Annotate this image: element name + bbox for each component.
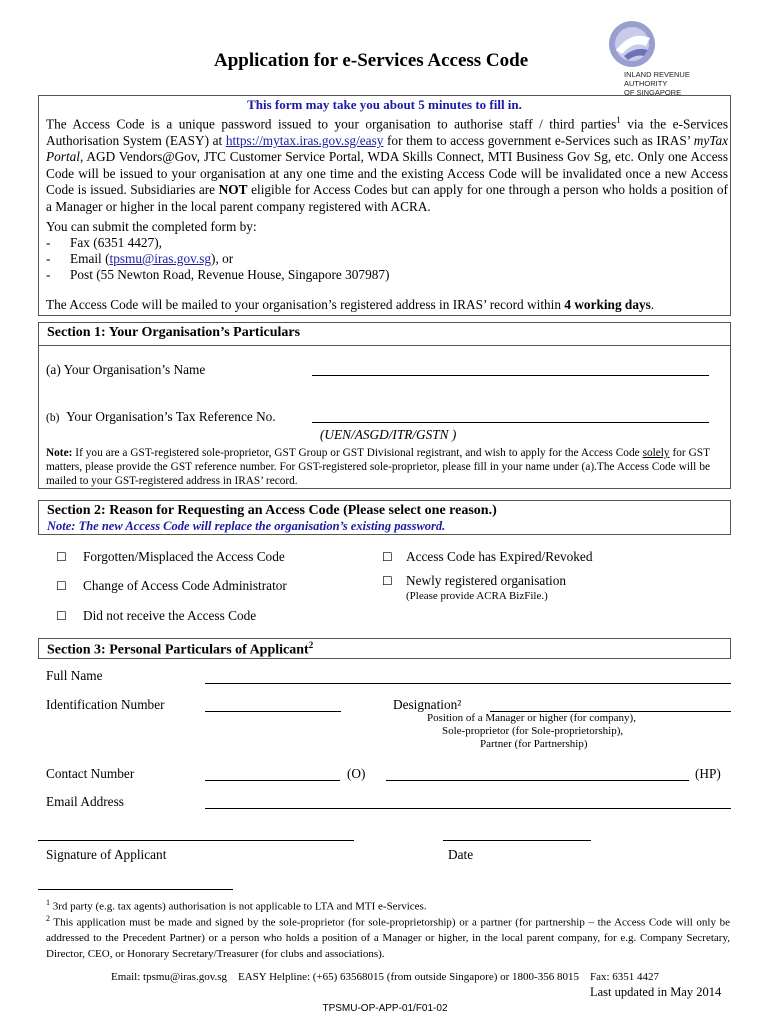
date-label: Date (448, 847, 474, 862)
signature-field[interactable] (38, 840, 354, 841)
fn1-marker: 1 (46, 898, 50, 907)
designation-hint-2: Sole-proprietor (for Sole-proprietorship), (442, 725, 624, 737)
authority-line3: OF SINGAPORE (624, 88, 682, 97)
contact-label: Contact Number (46, 766, 135, 781)
office-label: (O) (347, 766, 366, 781)
mail-notice (46, 297, 654, 313)
date-field[interactable] (443, 840, 591, 841)
dash-email: - (46, 251, 51, 266)
designation-hint-3: Partner (for Partnership) (480, 738, 588, 750)
intro-paragraph (46, 112, 728, 215)
tax-ref-hint: (UEN/ASGD/ITR/GSTN ) (320, 427, 457, 442)
intro-text-a: The Access Code is a unique password issued to your organisation to authorise staff / third parties (46, 116, 617, 132)
reason-newly-registered-hint: (Please provide ACRA BizFile.) (406, 590, 548, 602)
email-suffix: ), or (211, 251, 234, 266)
authority-line1: INLAND REVENUE (624, 70, 690, 79)
fn1-text: 3rd party (e.g. tax agents) authorisation is not applicable to LTA and MTI e-Services. (50, 900, 427, 913)
full-name-field[interactable] (205, 683, 731, 684)
designation-hint-1: Position of a Manager or higher (for company), (427, 712, 636, 724)
checkbox-expired[interactable]: ☐ (382, 550, 393, 564)
section2-header (38, 500, 731, 535)
org-name-field[interactable] (312, 375, 709, 376)
reason-change-admin-label: Change of Access Code Administrator (83, 578, 287, 593)
footnote-ref-1: 1 (616, 115, 621, 125)
intro-text-d: , AGD Vendors@Gov, JTC Customer Service Portal, WDA Skills Connect, MTI Business Gov Sg, etc. Only one Access Code will be issued to your organisation at any one time and the existing Access Code will be invalidated once a new Access Code is issued. Subsidiaries are (46, 149, 728, 198)
email-label: Email Address (46, 794, 124, 809)
footer-contact: Email: tpsmu@iras.gov.sg EASY Helpline: (+65) 63568015 (from outside Singapore) or 1800-356 8015 Fax: 6351 4427 (110, 971, 660, 983)
intro-not: NOT (218, 182, 248, 198)
footnote-2 (46, 911, 730, 962)
dash-fax: - (46, 235, 51, 250)
footnote-divider (38, 889, 233, 890)
checkbox-forgotten[interactable]: ☐ (56, 550, 67, 564)
contact-hp-field[interactable] (386, 780, 689, 781)
intro-text-b: via the e-Services Authorisation System (EASY) at (46, 116, 728, 148)
mail-text-a: The Access Code will be mailed to your organisation’s registered address in IRAS’ record within (46, 297, 565, 312)
tax-ref-field[interactable] (312, 422, 709, 423)
email-link[interactable]: tpsmu@iras.gov.sg (109, 251, 212, 266)
signature-label: Signature of Applicant (46, 847, 167, 862)
email-field[interactable] (205, 808, 731, 809)
iras-logo-icon (606, 20, 658, 68)
tax-ref-label (46, 409, 276, 425)
intro-mytax: myTax Portal (46, 132, 728, 165)
hp-label: (HP) (695, 766, 721, 781)
submit-post: Post (55 Newton Road, Revenue House, Singapore 307987) (70, 267, 390, 282)
full-name-label: Full Name (46, 668, 103, 683)
org-name-label: (a) Your Organisation’s Name (46, 362, 206, 377)
section3-title-wrap (39, 639, 730, 661)
fn2-marker: 2 (46, 914, 50, 923)
authority-name (624, 70, 690, 97)
mail-text-b: . (650, 297, 655, 312)
designation-label: Designation² (393, 697, 462, 712)
checkbox-not-received[interactable]: ☐ (56, 609, 67, 623)
note-text-a: If you are a GST-registered sole-proprietor, GST Group or GST Divisional registrant, and wish to apply for the Access Code (72, 447, 643, 459)
note-solely: solely (642, 447, 670, 459)
form-title: Application for e-Services Access Code (214, 50, 529, 71)
form-code: TPSMU-OP-APP-01/F01-02 (322, 1003, 448, 1014)
dash-post: - (46, 267, 51, 282)
tax-ref-text: Your Organisation’s Tax Reference No. (66, 409, 276, 424)
time-notice: This form may take you about 5 minutes to fill in. (247, 97, 522, 112)
fn2-text: This application must be made and signed by the sole-proprietor (for sole-proprietorship) or a partner (for partnership – the Access Code will only be addressed to the Precedent Partner) or a person who holds a position of a Manager or higher, in the local parent company, for e.g. Company Secretary, Director, CEO, or Honorary Secretary/Treasurer (for clubs and associations). (46, 916, 730, 960)
section3-title: Section 3: Personal Particulars of Applicant (47, 642, 309, 658)
tax-ref-prefix: (b) (46, 412, 60, 424)
submit-fax: Fax (6351 4427), (70, 235, 162, 250)
reason-newly-registered-label: Newly registered organisation (406, 573, 567, 588)
section3-header (38, 638, 731, 659)
intro-text-e: eligible for Access Codes but can apply for one through a person who holds a position of a Manager or higher in the local parent company registered with ACRA. (46, 182, 728, 214)
footnote-ref-2: 2 (308, 640, 314, 650)
mail-days: 4 working days (564, 297, 651, 312)
note-label: Note: (46, 447, 73, 459)
reason-not-received-label: Did not receive the Access Code (83, 608, 257, 623)
email-prefix: Email ( (70, 251, 110, 266)
intro-text-c: for them to access government e-Services such as IRAS’ (383, 132, 694, 148)
submit-email (70, 251, 233, 267)
last-updated: Last updated in May 2014 (590, 985, 722, 999)
submit-intro: You can submit the completed form by: (46, 219, 257, 234)
section1-note (46, 446, 710, 488)
authority-line2: AUTHORITY (624, 79, 668, 88)
reason-expired-label: Access Code has Expired/Revoked (406, 549, 593, 564)
section1-header (38, 322, 731, 346)
section1-title: Section 1: Your Organisation’s Particulars (47, 325, 301, 340)
note-text-b: for GST matters, please provide the GST reference number. For GST-registered sole-proprietor, please fill in your name under (a).The Access Code will be mailed to your GST-registered address in IRAS’ record. (46, 447, 710, 487)
section2-note: Note: The new Access Code will replace the organisation’s existing password. (47, 519, 446, 533)
checkbox-change-admin[interactable]: ☐ (56, 579, 67, 593)
id-number-label: Identification Number (46, 697, 165, 712)
reason-forgotten-label: Forgotten/Misplaced the Access Code (83, 549, 285, 564)
section2-title: Section 2: Reason for Requesting an Access Code (Please select one reason.) (47, 503, 497, 518)
id-number-field[interactable] (205, 711, 341, 712)
checkbox-newly-registered[interactable]: ☐ (382, 574, 393, 588)
contact-office-field[interactable] (205, 780, 340, 781)
easy-link[interactable]: https://mytax.iras.gov.sg/easy (225, 132, 384, 148)
